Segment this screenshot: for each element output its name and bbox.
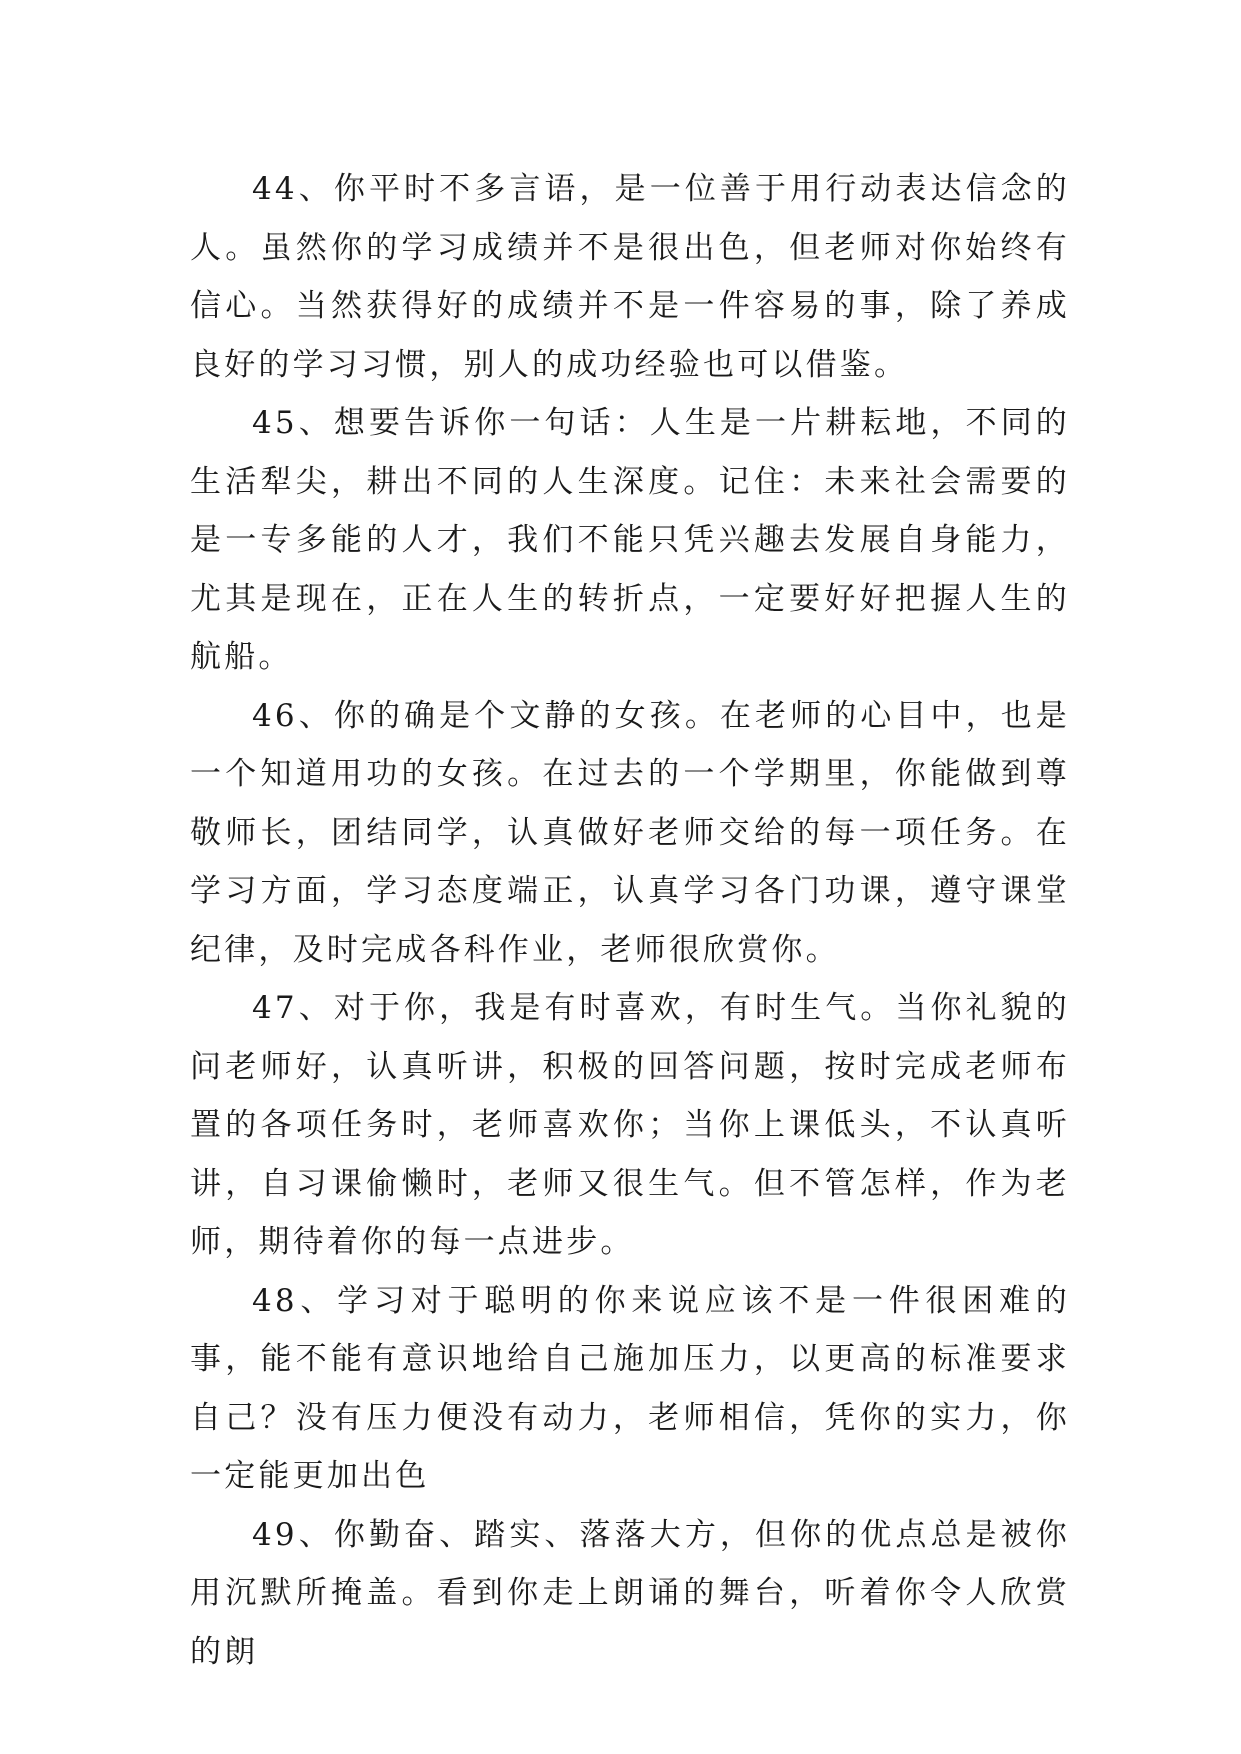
paragraph-46: 46、你的确是个文静的女孩。在老师的心目中，也是一个知道用功的女孩。在过去的一个学期里，你能做到尊敬师长，团结同学，认真做好老师交给的每一项任务。在学习方面，学习态度端正，认真学习各门功课，遵守课堂纪律，及时完成各科作业，老师很欣赏你。	[190, 697, 1070, 968]
paragraph-48: 48、学习对于聪明的你来说应该不是一件很困难的事，能不能有意识地给自己施加压力，以更高的标准要求自己？没有压力便没有动力，老师相信，凭你的实力，你一定能更加出色	[190, 1282, 1070, 1494]
paragraph-49: 49、你勤奋、踏实、落落大方，但你的优点总是被你用沉默所掩盖。看到你走上朗诵的舞台，听着你令人欣赏的朗	[190, 1516, 1070, 1670]
document-body	[190, 160, 1070, 1681]
paragraph-47: 47、对于你，我是有时喜欢，有时生气。当你礼貌的问老师好，认真听讲，积极的回答问题，按时完成老师布置的各项任务时，老师喜欢你；当你上课低头，不认真听讲，自习课偷懒时，老师又很生气。但不管怎样，作为老师，期待着你的每一点进步。	[190, 990, 1070, 1260]
paragraph-44: 44、你平时不多言语，是一位善于用行动表达信念的人。虽然你的学习成绩并不是很出色，但老师对你始终有信心。当然获得好的成绩并不是一件容易的事，除了养成良好的学习习惯，别人的成功经验也可以借鉴。	[190, 171, 1070, 383]
paragraph-45: 45、想要告诉你一句话：人生是一片耕耘地，不同的生活犁尖，耕出不同的人生深度。记住：未来社会需要的是一专多能的人才，我们不能只凭兴趣去发展自身能力，尤其是现在，正在人生的转折点，一定要好好把握人生的航船。	[190, 405, 1070, 675]
